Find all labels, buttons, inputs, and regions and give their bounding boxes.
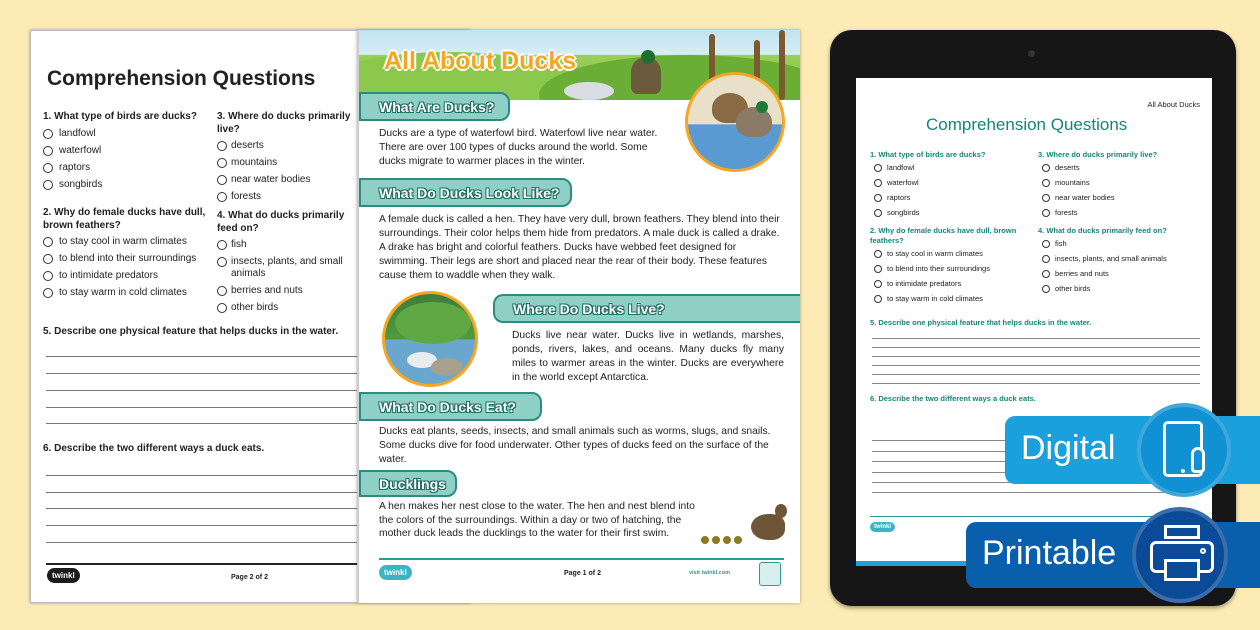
section-heading: What Are Ducks? (359, 92, 510, 121)
option[interactable]: songbirds (874, 205, 1030, 220)
question-3 (1038, 150, 1208, 220)
option[interactable]: forests (217, 188, 353, 205)
twinkl-logo: twinkl (870, 522, 895, 532)
answer-line[interactable] (872, 365, 1200, 366)
option[interactable]: forests (1042, 205, 1208, 220)
question-3 (217, 110, 353, 205)
radio-icon[interactable] (217, 240, 227, 250)
radio-icon[interactable] (1042, 179, 1050, 187)
option[interactable]: mountains (217, 154, 353, 171)
reading-title: All About Ducks (384, 47, 577, 75)
radio-icon[interactable] (43, 237, 53, 247)
question-text: 3. Where do ducks primarily live? (217, 111, 351, 135)
reading-page-1 (357, 30, 800, 603)
option[interactable]: waterfowl (874, 175, 1030, 190)
option[interactable]: berries and nuts (1042, 266, 1208, 281)
answer-line[interactable] (872, 492, 1200, 493)
camera-icon (1028, 50, 1035, 57)
question-1 (43, 110, 211, 193)
radio-icon[interactable] (1042, 209, 1050, 217)
twinkl-logo: twinkl (47, 568, 80, 583)
question-5: 5. Describe one physical feature that helps ducks in the water. (43, 326, 339, 337)
section-text: A hen makes her nest close to the water. The hen and nest blend into the colors of the surroundings. Within a day or two of hatching, the mother duck leads the ducklings to the water for their first swim. (379, 501, 695, 539)
quality-badge-icon (759, 562, 781, 586)
option[interactable]: to stay warm in cold climates (43, 284, 211, 301)
radio-icon[interactable] (874, 265, 882, 273)
option[interactable]: berries and nuts (217, 282, 353, 299)
section-text: Ducks are a type of waterfowl bird. Waterfowl live near water. There are over 100 types of ducks around the world. Some ducks migrate to warmer places in the winter. (379, 128, 658, 167)
ducks-in-wetland-image (382, 291, 478, 387)
radio-icon[interactable] (217, 257, 227, 267)
ducks-on-pond-image (685, 72, 785, 172)
option[interactable]: to blend into their surroundings (43, 250, 211, 267)
answer-line[interactable] (872, 347, 1200, 348)
option[interactable]: mountains (1042, 175, 1208, 190)
option[interactable]: to stay cool in warm climates (874, 246, 1020, 261)
option[interactable]: to stay warm in cold climates (874, 291, 1020, 306)
section-text: Ducks live near water. Ducks live in wetlands, marshes, ponds, rivers, lakes, and oceans. Many ducks fly many miles to warmer areas in the winter. Ducks are everywhere in the world except Antarctica. (512, 330, 784, 383)
option[interactable]: to stay cool in warm climates (43, 233, 211, 250)
radio-icon[interactable] (1042, 285, 1050, 293)
question-2 (43, 206, 211, 301)
radio-icon[interactable] (1042, 164, 1050, 172)
option[interactable]: raptors (874, 190, 1030, 205)
radio-icon[interactable] (43, 163, 53, 173)
radio-icon[interactable] (874, 194, 882, 202)
digital-label: Digital (1021, 429, 1116, 467)
section-text: Ducks eat plants, seeds, insects, and small animals such as worms, slugs, and snails. Some ducks dive for food underwater. Other types of ducks feed on the surface of the water. (379, 426, 771, 465)
radio-icon[interactable] (217, 158, 227, 168)
radio-icon[interactable] (1042, 240, 1050, 248)
page-number: Page 2 of 2 (231, 574, 268, 581)
option[interactable]: deserts (1042, 160, 1208, 175)
question-2 (870, 226, 1020, 306)
question-6: 6. Describe the two different ways a duck eats. (870, 394, 1036, 403)
option[interactable]: fish (1042, 236, 1208, 251)
radio-icon[interactable] (43, 129, 53, 139)
radio-icon[interactable] (874, 179, 882, 187)
question-5: 5. Describe one physical feature that helps ducks in the water. (870, 318, 1092, 327)
question-text: 2. Why do female ducks have dull, brown feathers? (870, 226, 1017, 245)
option[interactable]: waterfowl (43, 142, 211, 159)
option[interactable]: landfowl (874, 160, 1030, 175)
section-heading: What Do Ducks Look Like? (359, 178, 572, 207)
question-text: 1. What type of birds are ducks? (870, 150, 986, 159)
option[interactable]: deserts (217, 137, 353, 154)
question-text: 3. Where do ducks primarily live? (1038, 150, 1158, 159)
section-heading: What Do Ducks Eat? (359, 392, 542, 421)
worksheet-title: Comprehension Questions (926, 115, 1128, 134)
radio-icon[interactable] (874, 280, 882, 288)
twinkl-logo: twinkl (379, 565, 412, 580)
radio-icon[interactable] (43, 254, 53, 264)
section-heading: Ducklings (359, 470, 457, 497)
radio-icon[interactable] (1042, 255, 1050, 263)
footer-divider (379, 558, 784, 560)
radio-icon[interactable] (1042, 194, 1050, 202)
option[interactable]: fish (217, 236, 353, 253)
option[interactable]: to blend into their surroundings (874, 261, 1020, 276)
question-text: 4. What do ducks primarily feed on? (1038, 226, 1167, 235)
option[interactable]: to intimidate predators (43, 267, 211, 284)
question-text: 4. What do ducks primarily feed on? (217, 210, 345, 234)
page-number: Page 1 of 2 (564, 570, 601, 577)
tablet-screen (856, 78, 1212, 566)
option[interactable]: insects, plants, and small animals (1042, 251, 1208, 266)
printable-label: Printable (982, 534, 1117, 572)
radio-icon[interactable] (217, 141, 227, 151)
radio-icon[interactable] (43, 146, 53, 156)
radio-icon[interactable] (43, 180, 53, 190)
radio-icon[interactable] (874, 295, 882, 303)
option[interactable]: to intimidate predators (874, 276, 1020, 291)
radio-icon[interactable] (874, 250, 882, 258)
option[interactable]: raptors (43, 159, 211, 176)
radio-icon[interactable] (217, 175, 227, 185)
question-text: 2. Why do female ducks have dull, brown feathers? (43, 207, 206, 231)
section-text: A female duck is called a hen. They have very dull, brown feathers. They blend into their surroundings. Their color helps them hide from predators. A male duck is called a drake. A drake has bright and colorful feathers. Ducks have webbed feet designed for swimming. Their legs are short and placed near the rear of their body. These features cause them to waddle when they walk. (379, 214, 780, 281)
radio-icon[interactable] (217, 303, 227, 313)
question-4 (1038, 226, 1208, 296)
option[interactable]: insects, plants, and small animals (217, 253, 353, 282)
option[interactable]: songbirds (43, 176, 211, 193)
question-6: 6. Describe the two different ways a duck eats. (43, 443, 265, 454)
radio-icon[interactable] (1042, 270, 1050, 278)
option[interactable]: near water bodies (217, 171, 353, 188)
radio-icon[interactable] (874, 164, 882, 172)
question-4 (217, 209, 353, 316)
option[interactable]: near water bodies (1042, 190, 1208, 205)
header-label: All About Ducks (1147, 100, 1200, 109)
tablet-touch-icon (1137, 403, 1231, 497)
answer-line[interactable] (872, 383, 1200, 384)
radio-icon[interactable] (43, 271, 53, 281)
printer-icon (1132, 507, 1228, 603)
radio-icon[interactable] (874, 209, 882, 217)
site-link[interactable]: visit twinkl.com (689, 570, 730, 576)
option[interactable]: other birds (1042, 281, 1208, 296)
option[interactable]: landfowl (43, 125, 211, 142)
radio-icon[interactable] (43, 288, 53, 298)
radio-icon[interactable] (217, 286, 227, 296)
worksheet-title: Comprehension Questions (47, 67, 316, 90)
option[interactable]: other birds (217, 299, 353, 316)
radio-icon[interactable] (217, 192, 227, 202)
question-1 (870, 150, 1030, 220)
answer-line[interactable] (872, 374, 1200, 375)
section-heading: Where Do Ducks Live? (493, 294, 800, 323)
duck-and-ducklings-image (699, 502, 794, 552)
question-text: 1. What type of birds are ducks? (43, 111, 197, 122)
answer-line[interactable] (872, 356, 1200, 357)
answer-line[interactable] (872, 338, 1200, 339)
